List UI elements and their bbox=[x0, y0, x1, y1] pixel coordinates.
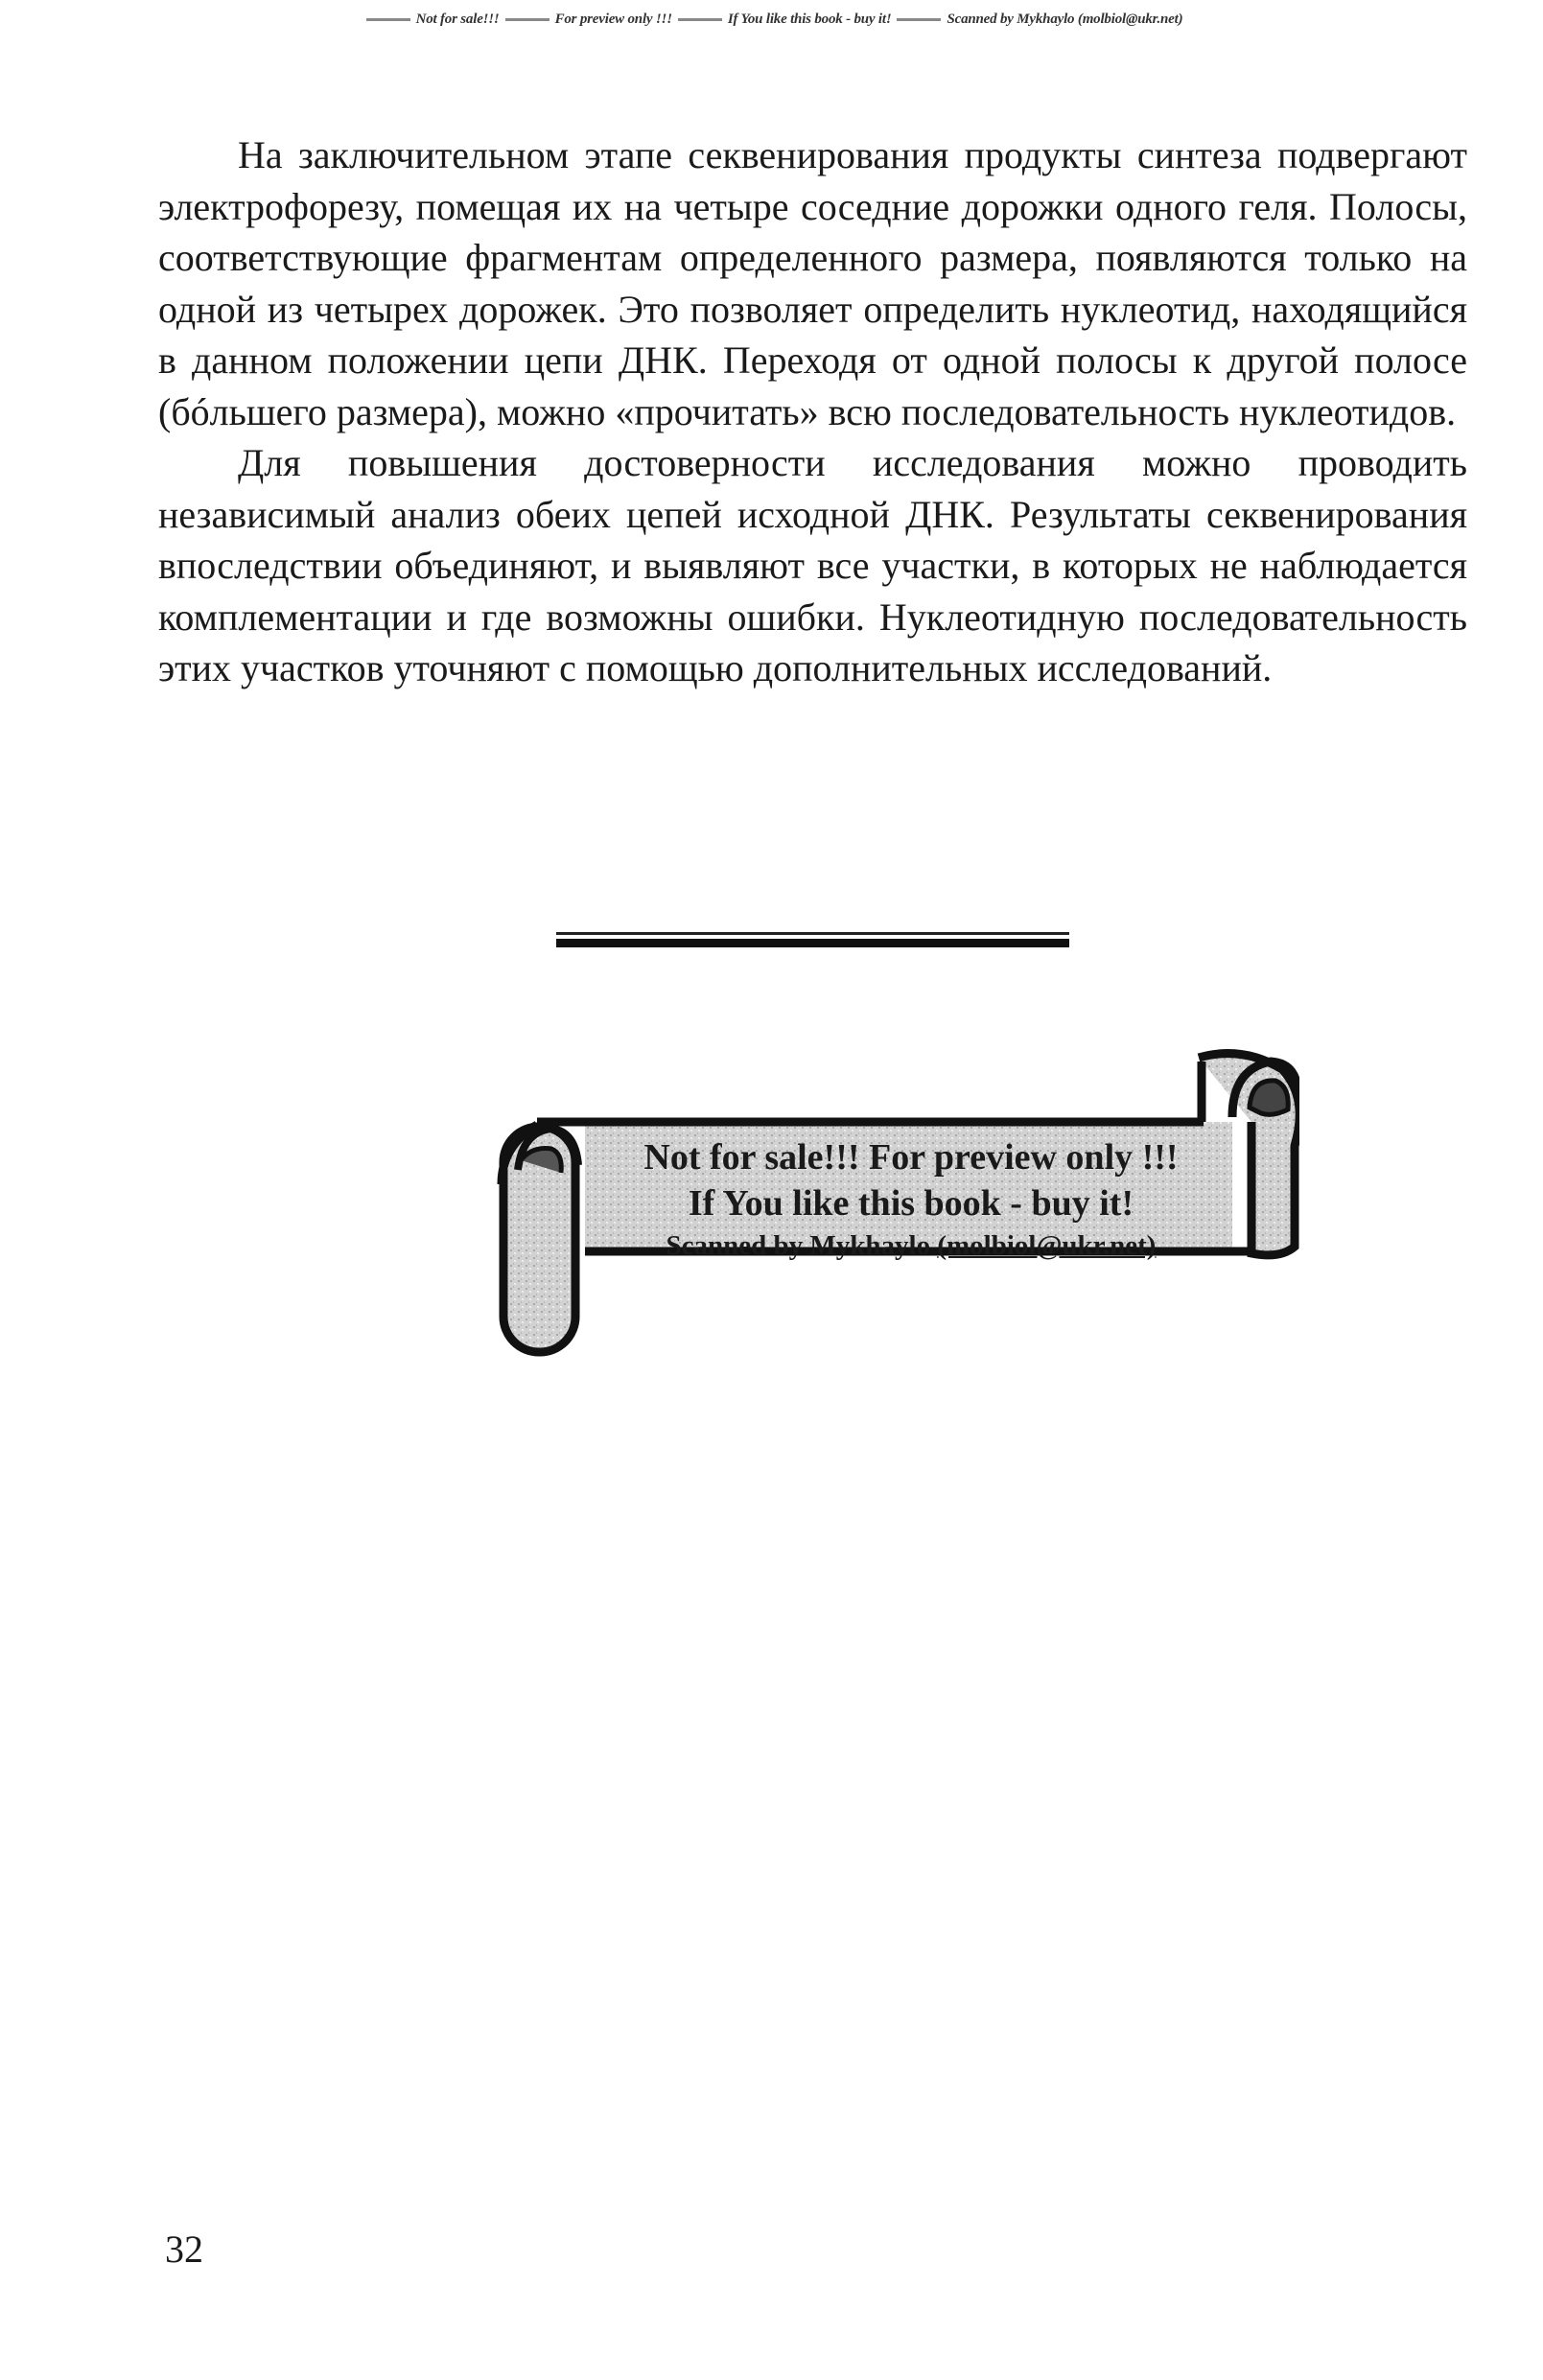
section-divider bbox=[556, 932, 1069, 947]
banner-segment-3: If You like this book - buy it! bbox=[727, 12, 892, 27]
banner-dash bbox=[366, 18, 410, 21]
stamp-line-3 bbox=[580, 1226, 1242, 1265]
banner-segment-1: Not for sale!!! bbox=[415, 12, 500, 27]
stamp-text bbox=[580, 1134, 1242, 1265]
body-text bbox=[158, 129, 1467, 694]
stamp-line-3-prefix: Scanned by Mykhaylo bbox=[666, 1230, 938, 1261]
scroll-stamp bbox=[494, 1040, 1299, 1366]
stamp-line-2: If You like this book - buy it! bbox=[688, 1183, 1134, 1224]
page-number: 32 bbox=[165, 2228, 203, 2271]
banner-dash bbox=[505, 18, 549, 21]
banner-segment-2: For preview only !!! bbox=[554, 12, 672, 27]
divider-thick-line bbox=[556, 939, 1069, 947]
paragraph-1: На заключительном этапе секвенирования продукты синтеза подвергают электрофорезу, помещая их на четыре соседние дорожки одного геля. Полосы, соответствующие фрагментам определенного размера, появляются только на одной из четырех дорожек. Это позволяет определить нуклеотид, находящийся в данном положении цепи ДНК. Переходя от одной полосы к другой полосе (бóльшего размера), можно «прочитать» всю последовательность нуклеотидов. bbox=[158, 133, 1467, 433]
watermark-header bbox=[0, 12, 1543, 28]
banner-dash bbox=[897, 18, 941, 21]
divider-thin-line bbox=[556, 932, 1069, 935]
stamp-email: (molbiol@ukr.net) bbox=[937, 1230, 1157, 1261]
banner-dash bbox=[678, 18, 722, 21]
banner-segment-4: Scanned by Mykhaylo (molbiol@ukr.net) bbox=[947, 12, 1183, 27]
stamp-line-1: Not for sale!!! For preview only !!! bbox=[643, 1137, 1179, 1178]
paragraph-2: Для повышения достоверности исследования можно проводить независимый анализ обеих цепей исходной ДНК. Результаты секвенирования впоследствии объединяют, и выявляют все участки, в которых не наблюдается комплементации и где возможны ошибки. Нуклеотидную последовательность этих участков уточняют с помощью дополнительных исследований. bbox=[158, 441, 1467, 689]
